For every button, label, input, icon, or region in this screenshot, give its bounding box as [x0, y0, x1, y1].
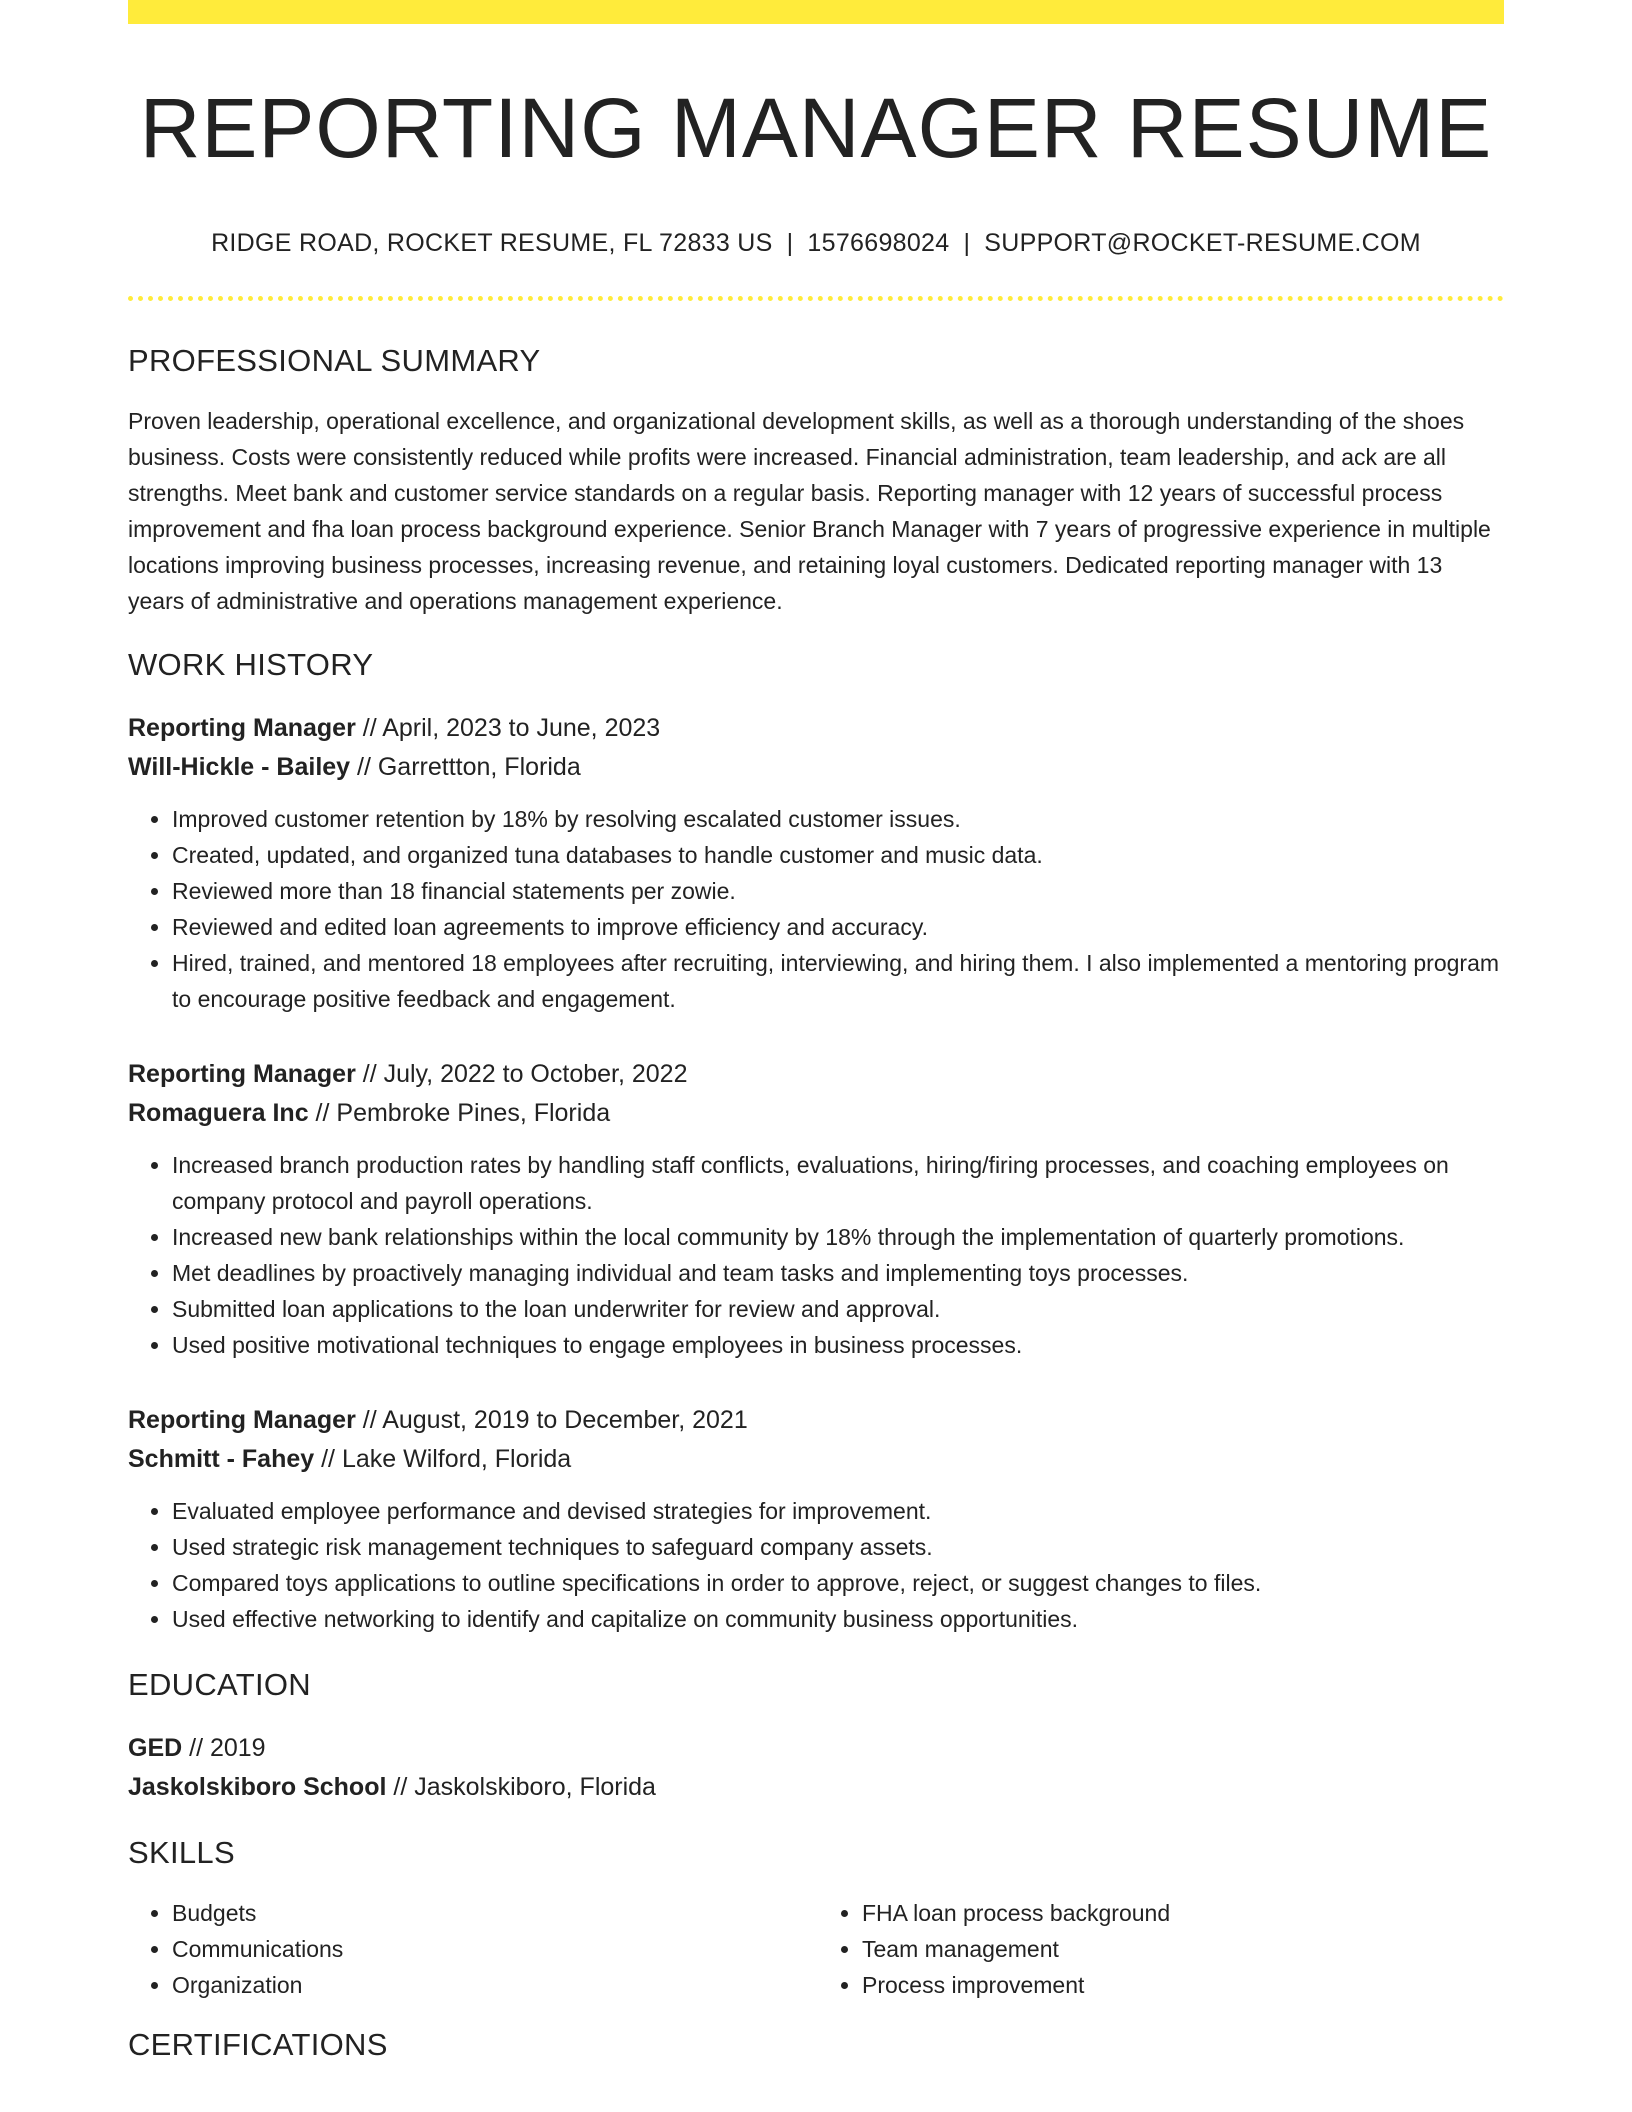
- job-title: Reporting Manager: [128, 1060, 356, 1089]
- job-title: Reporting Manager: [128, 1406, 356, 1435]
- section-title-summary: PROFESSIONAL SUMMARY: [128, 343, 541, 379]
- summary-text: Proven leadership, operational excellence, and organizational development skills, as well as a thorough understanding of the shoes business. Costs were consistently reduced while profits were increased. Financial administration, team leadership, and ack are all strengths. Meet bank and customer service standards on a regular basis. Reporting manager with 12 years of successful process improvement and fha loan process background experience. Senior Branch Manager with 7 years of progressive experience in multiple locations improving business processes, increasing revenue, and retaining loyal customers. Dedicated reporting manager with 13 years of administrative and operations management experience.: [128, 408, 1491, 615]
- contact-email: SUPPORT@ROCKET-RESUME.COM: [984, 229, 1421, 258]
- job-bullet: • Reviewed and edited loan agreements to improve efficiency and accuracy.: [172, 909, 1504, 945]
- job-bullet: • Increased new bank relationships within the local community by 18% through the implementation of quarterly promotions.: [172, 1219, 1504, 1255]
- resume-page: [128, 0, 1504, 2063]
- job-dates: // July, 2022 to October, 2022: [355, 1060, 688, 1089]
- job-company: Will-Hickle - Bailey: [128, 753, 351, 782]
- job-dates: // April, 2023 to June, 2023: [355, 714, 661, 743]
- job-title-line: [128, 709, 1504, 748]
- education-degree: GED: [128, 1734, 183, 1763]
- job-bullet: • Met deadlines by proactively managing individual and team tasks and implementing toys processes.: [172, 1255, 1504, 1291]
- job-bullet: • Used strategic risk management techniques to safeguard company assets.: [172, 1529, 1504, 1565]
- job-company-line: [128, 1440, 1504, 1479]
- skills-list: [128, 1895, 1504, 2003]
- job-bullet: • Created, updated, and organized tuna databases to handle customer and music data.: [172, 837, 1504, 873]
- skill-item: • Team management: [862, 1931, 1504, 1967]
- accent-top-bar: [128, 0, 1504, 24]
- job-entry: [128, 709, 1504, 1017]
- job-bullets: [128, 1147, 1504, 1363]
- job-entry: [128, 1401, 1504, 1637]
- job-title-line: [128, 1055, 1504, 1094]
- skill-item: • FHA loan process background: [862, 1895, 1504, 1931]
- skill-item: • Organization: [172, 1967, 816, 2003]
- job-bullet: • Improved customer retention by 18% by resolving escalated customer issues.: [172, 801, 1504, 837]
- job-company: Schmitt - Fahey: [128, 1445, 315, 1474]
- education-school: Jaskolskiboro School: [128, 1773, 387, 1802]
- job-bullets: [128, 801, 1504, 1017]
- skills-column-right: [816, 1895, 1504, 2003]
- skill-item: • Communications: [172, 1931, 816, 1967]
- job-bullet: • Compared toys applications to outline specifications in order to approve, reject, or suggest changes to files.: [172, 1565, 1504, 1601]
- job-location: // Pembroke Pines, Florida: [308, 1099, 611, 1128]
- contact-separator: |: [786, 229, 794, 258]
- job-bullet: • Reviewed more than 18 financial statements per zowie.: [172, 873, 1504, 909]
- job-bullet: • Submitted loan applications to the loan underwriter for review and approval.: [172, 1291, 1504, 1327]
- contact-phone: 1576698024: [807, 229, 950, 258]
- education-school-line: [128, 1768, 1504, 1807]
- resume-title: REPORTING MANAGER RESUME: [139, 81, 1493, 175]
- education-year: // 2019: [182, 1734, 266, 1763]
- job-bullet: • Increased branch production rates by handling staff conflicts, evaluations, hiring/firing processes, and coaching employees on company protocol and payroll operations.: [172, 1147, 1504, 1219]
- contact-address: RIDGE ROAD, ROCKET RESUME, FL 72833 US: [211, 229, 773, 258]
- job-location: // Lake Wilford, Florida: [314, 1445, 572, 1474]
- contact-line: [128, 229, 1504, 258]
- job-bullet: • Used effective networking to identify and capitalize on community business opportunities.: [172, 1601, 1504, 1637]
- job-entry: [128, 1055, 1504, 1363]
- skill-item: • Budgets: [172, 1895, 816, 1931]
- skill-item: • Process improvement: [862, 1967, 1504, 2003]
- job-bullets: [128, 1493, 1504, 1637]
- education-entry: [128, 1729, 1504, 1807]
- job-bullet: • Used positive motivational techniques to engage employees in business processes.: [172, 1327, 1504, 1363]
- education-location: // Jaskolskiboro, Florida: [386, 1773, 656, 1802]
- job-company-line: [128, 748, 1504, 787]
- contact-separator: |: [963, 229, 971, 258]
- section-title-skills: SKILLS: [128, 1835, 235, 1871]
- education-degree-line: [128, 1729, 1504, 1768]
- job-title-line: [128, 1401, 1504, 1440]
- skills-column-left: [128, 1895, 816, 2003]
- section-title-certifications: CERTIFICATIONS: [128, 2027, 388, 2063]
- job-company: Romaguera Inc: [128, 1099, 309, 1128]
- job-location: // Garrettton, Florida: [350, 753, 581, 782]
- job-title: Reporting Manager: [128, 714, 356, 743]
- job-company-line: [128, 1094, 1504, 1133]
- dotted-divider: [128, 296, 1504, 301]
- section-title-education: EDUCATION: [128, 1667, 311, 1703]
- section-title-work-history: WORK HISTORY: [128, 647, 374, 683]
- job-bullet: • Evaluated employee performance and devised strategies for improvement.: [172, 1493, 1504, 1529]
- job-dates: // August, 2019 to December, 2021: [355, 1406, 748, 1435]
- job-bullet: • Hired, trained, and mentored 18 employees after recruiting, interviewing, and hiring them. I also implemented a mentoring program to encourage positive feedback and engagement.: [172, 945, 1504, 1017]
